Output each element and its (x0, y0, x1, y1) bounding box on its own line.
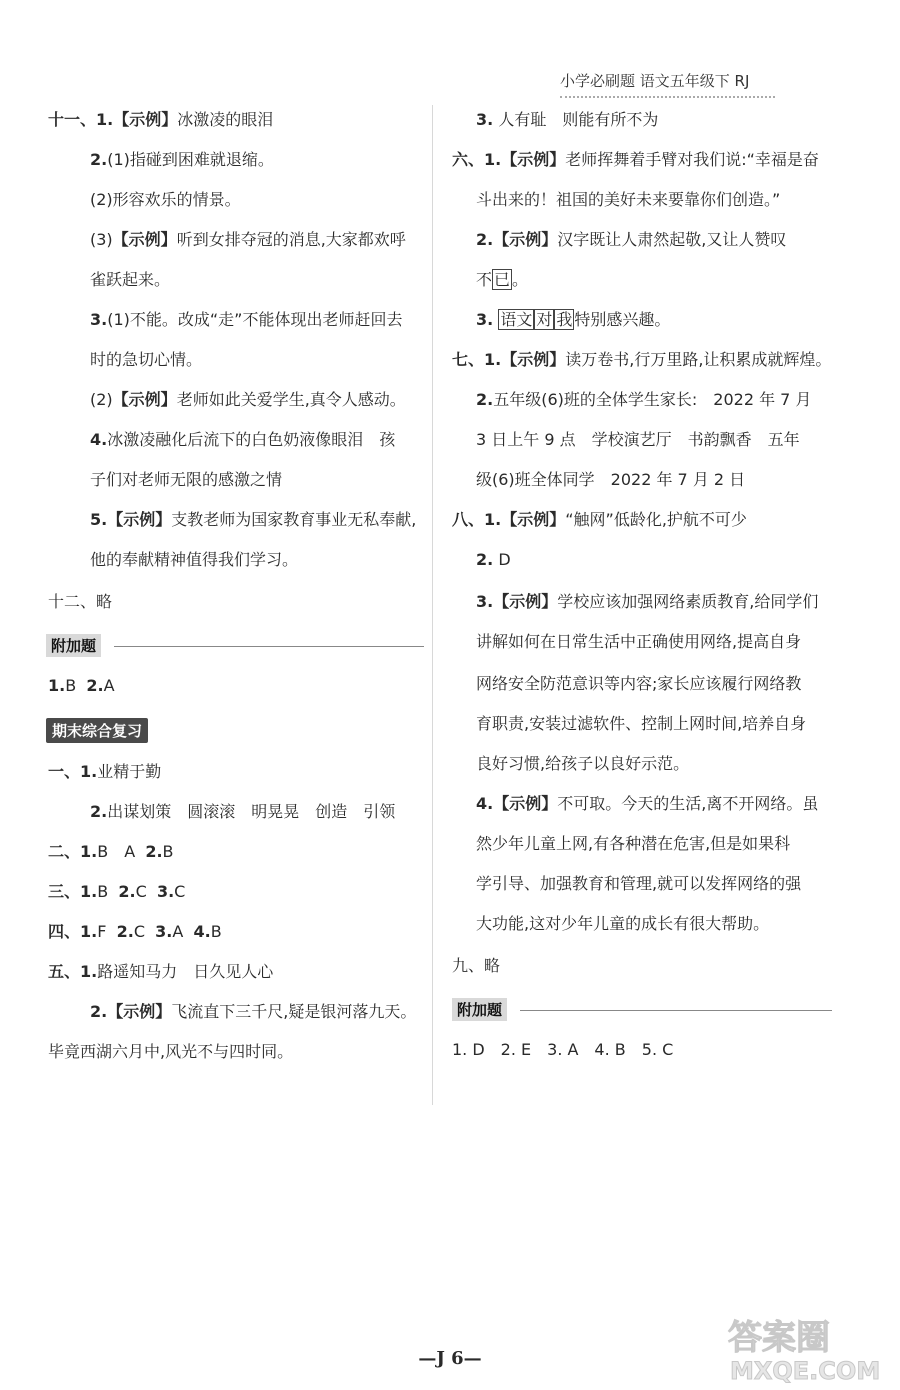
item-number: 2. (476, 550, 494, 569)
item-number: 3. (476, 110, 494, 129)
answer-text: 大功能,这对少年儿童的成长有很大帮助。 (476, 914, 770, 933)
answer-6-2 (476, 230, 786, 250)
answer-text: 听到女排夺冠的消息,大家都欢呼 (176, 230, 406, 249)
example-tag: 【示例】 (493, 230, 558, 249)
answer-continuation (476, 914, 769, 934)
example-tag: 【示例】 (112, 230, 177, 249)
answer-text: 3 日上午 9 点 学校演艺厅 书韵飘香 五年 (476, 430, 800, 449)
example-tag: 【示例】 (493, 592, 558, 611)
answer-5-3 (476, 110, 658, 130)
answer-continuation (476, 430, 800, 450)
answer-text: 五年级(6)班的全体学生家长: 2022 年 7 月 (493, 390, 812, 409)
watermark-text: 答案圈 (728, 1318, 830, 1358)
item-number: 2. (90, 1002, 108, 1021)
answer-text: 讲解如何在日常生活中正确使用网络,提高自身 (476, 632, 802, 651)
review-4 (48, 922, 222, 942)
review-1-1 (48, 762, 161, 782)
answer-continuation (48, 1042, 293, 1062)
answer-text: “触网”低龄化,护航不可少 (565, 510, 747, 529)
answer-text: 时的急切心情。 (90, 350, 203, 369)
item-number: 4. (476, 794, 494, 813)
answer-8-1 (452, 510, 747, 530)
review-5-2 (90, 1002, 416, 1022)
answer-text: 出谋划策 圆滚滚 明晃晃 创造 引领 (107, 802, 396, 821)
answer-text: A (103, 676, 115, 695)
item-number: 2. (90, 802, 108, 821)
answer-text: 老师挥舞着手臂对我们说:“幸福是奋 (565, 150, 819, 169)
answer-continuation (476, 674, 801, 694)
item-number: 2. (86, 676, 104, 695)
answer-continuation (476, 190, 780, 210)
item-number: 5. (90, 510, 108, 529)
boxed-character: 已 (494, 270, 511, 289)
answer-6-3 (476, 310, 670, 330)
item-number: 十一、1. (48, 110, 114, 129)
answer-text: 1. D 2. E 3. A 4. B 5. C (452, 1040, 674, 1059)
answer-8-2 (476, 550, 511, 570)
boxed-word: 语文 (500, 310, 533, 329)
item-number: 五、1. (48, 962, 98, 981)
answer-11-4 (90, 430, 395, 450)
item-number: 三、1. (48, 882, 98, 901)
answer-11-5 (90, 510, 416, 530)
answer-text: 路遥知马力 日久见人心 (97, 962, 274, 981)
item-number: 1. (48, 676, 66, 695)
answer-text: 良好习惯,给孩子以良好示范。 (476, 754, 690, 773)
section-rule (520, 1010, 832, 1011)
item-number: 3. (90, 310, 108, 329)
answer-text: C (174, 882, 186, 901)
answer-8-4 (476, 794, 818, 814)
item-number: 3. (476, 310, 494, 329)
item-number: 2. (90, 150, 108, 169)
item-number: 3. (476, 592, 494, 611)
example-tag: 【示例】 (493, 794, 558, 813)
answer-7-1 (452, 350, 831, 370)
answer-11-3-1 (90, 310, 402, 330)
item-number: 3. (156, 882, 175, 901)
boxed-word: 我 (556, 310, 573, 329)
answer-continuation (90, 470, 282, 490)
answer-12 (48, 592, 112, 612)
final-review-label: 期末综合复习 (46, 718, 148, 743)
answer-text: 。 (512, 270, 529, 289)
answer-11-3-2 (90, 390, 406, 410)
answer-continuation (476, 714, 806, 734)
item-number: 四、1. (48, 922, 98, 941)
item-number: 八、1. (452, 510, 502, 529)
answer-text: 学引导、加强教育和管理,就可以发挥网络的强 (476, 874, 802, 893)
answer-11-2-3 (90, 230, 406, 250)
answer-continuation (476, 834, 790, 854)
answer-text: F (97, 922, 107, 941)
answer-text: 冰激凌融化后流下的白色奶液像眼泪 孩 (107, 430, 396, 449)
answer-text: 不 (476, 270, 493, 289)
item-number: 4. (193, 922, 211, 941)
answer-text: 毕竟西湖六月中,风光不与四时同。 (48, 1042, 294, 1061)
answer-text: 十二、略 (48, 592, 113, 611)
answer-continuation (476, 632, 801, 652)
answer-continuation (90, 550, 298, 570)
sub-number: (3) (90, 230, 113, 249)
answer-text: 育职责,安装过滤软件、控制上网时间,培养自身 (476, 714, 807, 733)
example-tag: 【示例】 (113, 110, 178, 129)
answer-text: A (172, 922, 184, 941)
example-tag: 【示例】 (112, 390, 177, 409)
page-number: —J 6— (418, 1348, 482, 1369)
answer-text: 汉字既让人肃然起敬,又让人赞叹 (557, 230, 787, 249)
item-number: 2. (145, 842, 163, 861)
example-tag: 【示例】 (501, 150, 566, 169)
section-rule (114, 646, 424, 647)
answer-continuation (90, 350, 202, 370)
item-number: 七、1. (452, 350, 502, 369)
answer-continuation (90, 270, 170, 290)
answer-text: 网络安全防范意识等内容;家长应该履行网络教 (476, 674, 802, 693)
answer-text: 读万卷书,行万里路,让积累成就辉煌。 (565, 350, 832, 369)
answer-text: 人有耻 则能有所不为 (498, 110, 659, 129)
answer-text: B (162, 842, 174, 861)
running-header: 小学必刷题 语文五年级下 RJ (560, 72, 750, 90)
item-number: 2. (476, 230, 494, 249)
answer-6-1 (452, 150, 819, 170)
item-number: 一、1. (48, 762, 98, 781)
boxed-word: 对 (536, 310, 553, 329)
answer-8-3 (476, 592, 818, 612)
extra-questions-label: 附加题 (452, 998, 507, 1021)
answer-9 (452, 956, 500, 976)
example-tag: 【示例】 (501, 510, 566, 529)
answer-text: B (97, 882, 109, 901)
answer-text: B (210, 922, 222, 941)
extra-answers (48, 676, 115, 696)
extra-answers (452, 1040, 673, 1060)
answer-text: (1)指碰到困难就退缩。 (107, 150, 274, 169)
answer-7-2 (476, 390, 811, 410)
answer-text: 不可取。今天的生活,离不开网络。虽 (557, 794, 819, 813)
answer-continuation (476, 754, 689, 774)
answer-text: 级(6)班全体同学 2022 年 7 月 2 日 (476, 470, 746, 489)
answer-text: C (135, 882, 147, 901)
item-number: 3. (155, 922, 173, 941)
column-divider (432, 105, 433, 1105)
answer-text: 子们对老师无限的感激之情 (90, 470, 283, 489)
answer-text: 老师如此关爱学生,真令人感动。 (176, 390, 406, 409)
answer-text: B (65, 676, 77, 695)
answer-text: 冰激凌的眼泪 (177, 110, 274, 129)
answer-text: 斗出来的！祖国的美好未来要靠你们创造。” (476, 190, 781, 209)
answer-text: (1)不能。改成“走”不能体现出老师赶回去 (107, 310, 403, 329)
answer-text: B A (97, 842, 136, 861)
answer-text: 他的奉献精神值得我们学习。 (90, 550, 299, 569)
answer-11-1 (48, 110, 273, 130)
answer-11-2-1 (90, 150, 274, 170)
item-number: 2. (116, 922, 134, 941)
review-2 (48, 842, 174, 862)
item-number: 4. (90, 430, 108, 449)
header-dotted-rule (560, 96, 775, 98)
answer-text: 特别感兴趣。 (574, 310, 671, 329)
example-tag: 【示例】 (107, 510, 172, 529)
answer-text: D (498, 550, 511, 569)
answer-continuation (476, 270, 528, 290)
answer-11-2-2 (90, 190, 241, 210)
review-5-1 (48, 962, 273, 982)
item-number: 2. (118, 882, 136, 901)
answer-text: (2)形容欢乐的情景。 (90, 190, 241, 209)
example-tag: 【示例】 (107, 1002, 172, 1021)
answer-text: 学校应该加强网络素质教育,给同学们 (557, 592, 819, 611)
review-3 (48, 882, 185, 902)
watermark-logo (720, 1305, 890, 1385)
sub-number: (2) (90, 390, 113, 409)
answer-continuation (476, 874, 801, 894)
answer-text: 九、略 (452, 956, 501, 975)
answer-text: 雀跃起来。 (90, 270, 171, 289)
watermark-url: MXQE.COM (730, 1357, 881, 1385)
answer-text: 支教老师为国家教育事业无私奉献, (171, 510, 417, 529)
item-number: 六、1. (452, 150, 502, 169)
item-number: 二、1. (48, 842, 98, 861)
answer-continuation (476, 470, 745, 490)
answer-text: 飞流直下三千尺,疑是银河落九天。 (171, 1002, 417, 1021)
answer-text: 然少年儿童上网,有各种潜在危害,但是如果科 (476, 834, 791, 853)
example-tag: 【示例】 (501, 350, 566, 369)
answer-text: 业精于勤 (97, 762, 162, 781)
item-number: 2. (476, 390, 494, 409)
extra-questions-label: 附加题 (46, 634, 101, 657)
review-1-2 (90, 802, 395, 822)
answer-text: C (133, 922, 145, 941)
